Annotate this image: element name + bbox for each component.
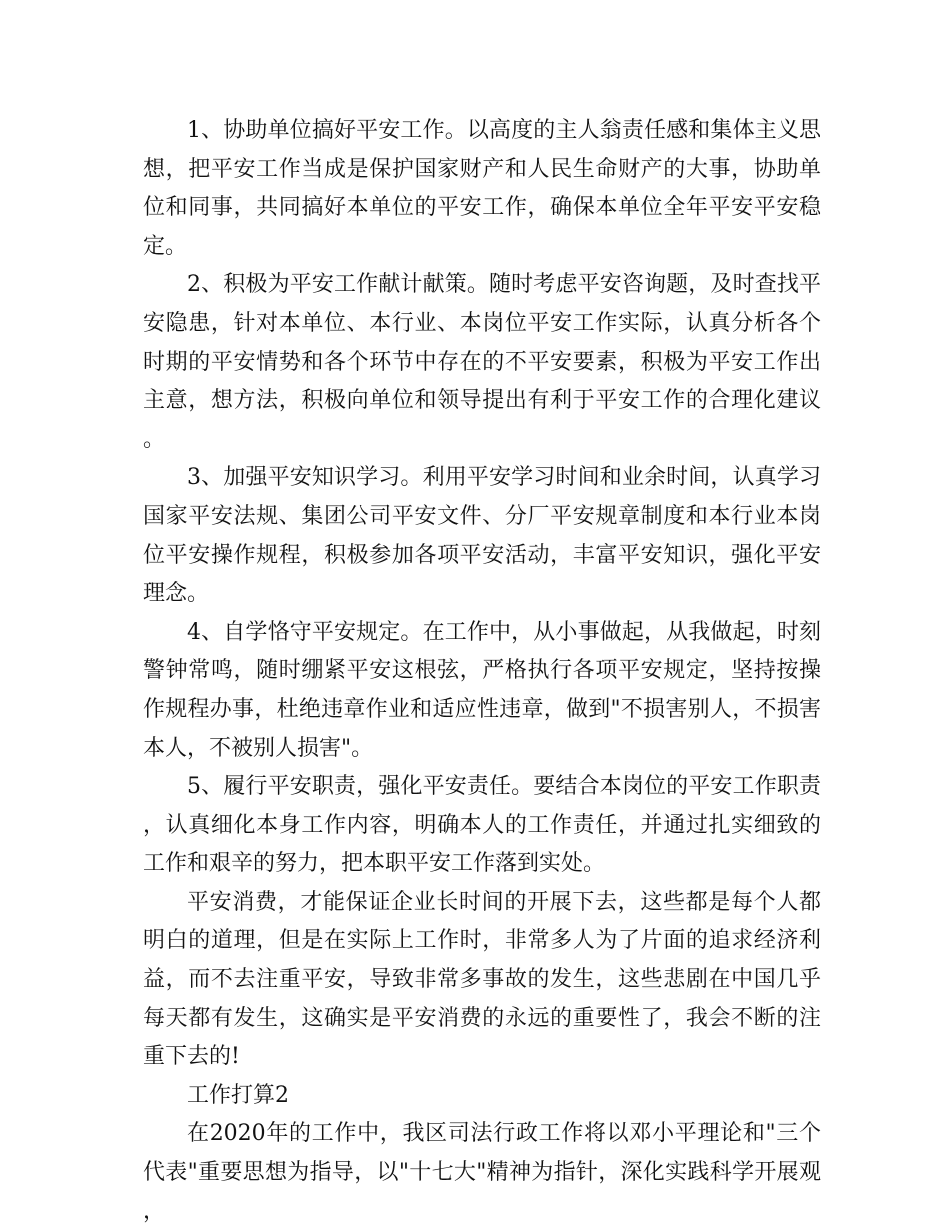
paragraph-final: 在2020年的工作中，我区司法行政工作将以邓小平理论和"三个代表"重要思想为指导，以"十七大"精神为指针，深化实践科学开展观，	[143, 1121, 821, 1224]
paragraph-5: 5、履行平安职责，强化平安责任。要结合本岗位的平安工作职责，认真细化本身工作内容，明确本人的工作责任，并通过扎实细致的工作和艰辛的努力，把本职平安工作落到实处。	[143, 774, 821, 877]
paragraph-1: 1、协助单位搞好平安工作。以高度的主人翁责任感和集体主义思想，把平安工作当成是保护国家财产和人民生命财产的大事，协助单位和同事，共同搞好本单位的平安工作，确保本单位全年平安平安稳定。	[143, 118, 821, 259]
paragraph-3: 3、加强平安知识学习。利用平安学习时间和业余时间，认真学习国家平安法规、集团公司平安文件、分厂平安规章制度和本行业本岗位平安操作规程，积极参加各项平安活动，丰富平安知识，强化平安理念。	[143, 465, 821, 607]
document-page	[143, 112, 821, 1231]
paragraph-summary: 平安消费，才能保证企业长时间的开展下去，这些都是每个人都明白的道理，但是在实际上工作时，非常多人为了片面的追求经济利益，而不去注重平安，导致非常多事故的发生，这些悲剧在中国几乎每天都有发生，这确实是平安消费的永远的重要性了，我会不断的注重下去的!	[143, 889, 821, 1070]
paragraph-2: 2、积极为平安工作献计献策。随时考虑平安咨询题，及时查找平安隐患，针对本单位、本行业、本岗位平安工作实际，认真分析各个时期的平安情势和各个环节中存在的不平安要素，积极为平安工作出主意，想方法，积极向单位和领导提出有利于平安工作的合理化建议。	[143, 272, 821, 452]
section-heading: 工作打算2	[187, 1082, 289, 1108]
paragraph-4: 4、自学恪守平安规定。在工作中，从小事做起，从我做起，时刻警钟常鸣，随时绷紧平安这根弦，严格执行各项平安规定，坚持按操作规程办事，杜绝违章作业和适应性违章，做到"不损害别人，不损害本人，不被别人损害"。	[143, 619, 821, 761]
